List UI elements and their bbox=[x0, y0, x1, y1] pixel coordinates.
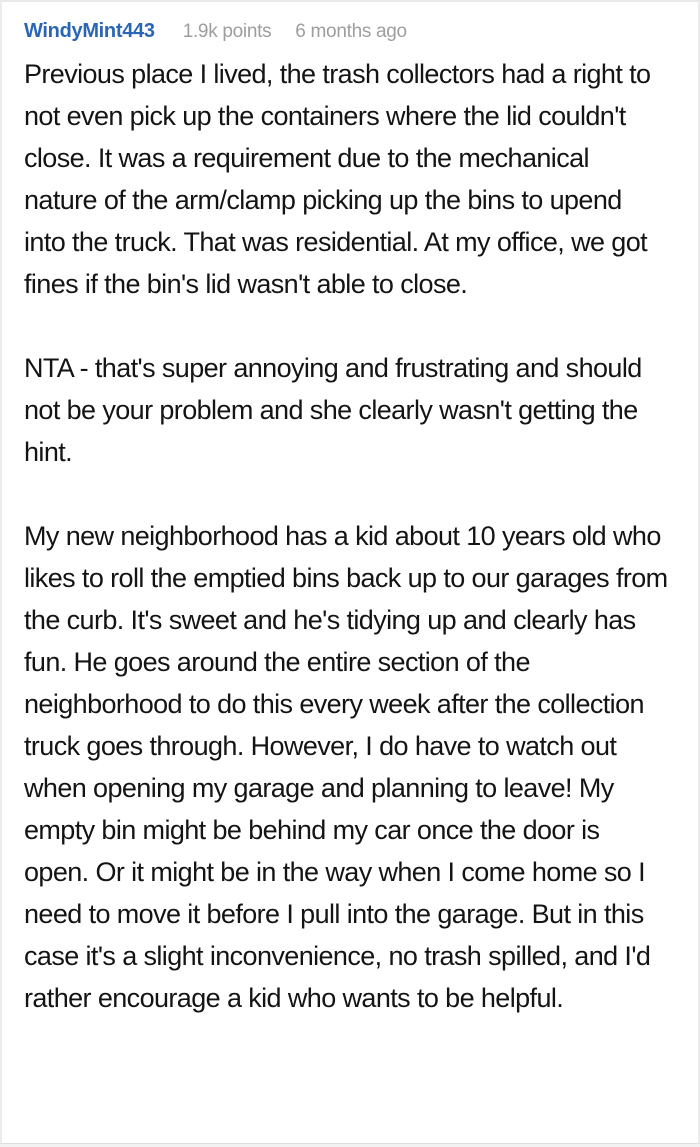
timestamp-label: 6 months ago bbox=[295, 21, 407, 42]
comment-body bbox=[24, 53, 668, 1019]
points-label: 1.9k points bbox=[182, 21, 272, 42]
comment-paragraph: Previous place I lived, the trash collectors had a right to not even pick up the containers where the lid couldn't close. It was a requirement due to the mechanical nature of the arm/clamp picking up the bins to upend into the truck. That was residential. At my office, we got fines if the bin's lid wasn't able to close. bbox=[24, 59, 651, 299]
username-link[interactable]: WindyMint443 bbox=[24, 20, 155, 42]
comment-header bbox=[24, 20, 668, 43]
comment-paragraph: My new neighborhood has a kid about 10 years old who likes to roll the emptied bins back up to our garages from the curb. It's sweet and he's tidying up and clearly has fun. He goes around the entire section of the neighborhood to do this every week after the collection truck goes through. However, I do have to watch out when opening my garage and planning to leave! My empty bin might be behind my car once the door is open. Or it might be in the way when I come home so I need to move it before I pull into the garage. But in this case it's a slight inconvenience, no trash spilled, and I'd rather encourage a kid who wants to be helpful. bbox=[24, 521, 668, 1013]
comment-paragraph: NTA - that's super annoying and frustrating and should not be your problem and she clearly wasn't getting the hint. bbox=[24, 353, 642, 467]
